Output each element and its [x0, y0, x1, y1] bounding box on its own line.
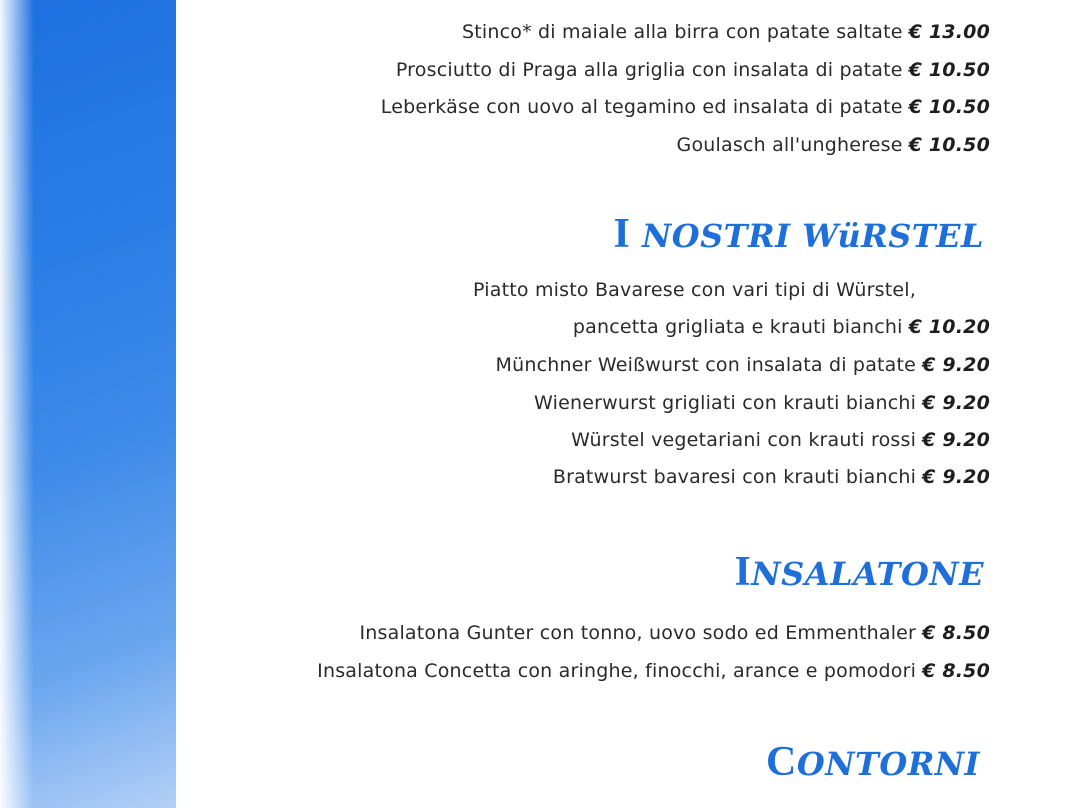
item-price: € 10.50 — [908, 134, 990, 156]
menu-item — [573, 315, 990, 339]
heading-text: NOSTRI WüRSTEL — [630, 217, 984, 255]
heading-initial: I — [613, 211, 631, 257]
menu-item-intro — [473, 278, 916, 302]
item-name: Prosciutto di Praga alla griglia con insalata di patate — [395, 59, 903, 81]
menu-item — [396, 58, 990, 82]
item-price: € 8.50 — [922, 660, 990, 682]
section-heading-contorni — [766, 739, 980, 785]
section-heading-insalatone — [734, 549, 984, 595]
item-name: Insalatona Gunter con tonno, uovo sodo ed Emmenthaler — [359, 622, 917, 644]
menu-page — [176, 0, 992, 808]
heading-text: ONTORNI — [796, 745, 980, 783]
item-name: Insalatona Concetta con aringhe, finocchi, arance e pomodori — [317, 660, 917, 682]
item-price: € 8.50 — [922, 622, 990, 644]
menu-item — [359, 621, 990, 645]
menu-item — [534, 391, 990, 415]
menu-item — [571, 428, 990, 452]
item-name: pancetta grigliata e krauti bianchi — [572, 316, 903, 338]
menu-item — [553, 465, 990, 489]
heading-initial: C — [766, 739, 797, 785]
item-name: Würstel vegetariani con krauti rossi — [571, 429, 917, 451]
item-price: € 9.20 — [922, 354, 990, 376]
item-name: Leberkäse con uovo al tegamino ed insalata di patate — [380, 96, 903, 118]
item-name: Wienerwurst grigliati con krauti bianchi — [534, 392, 917, 414]
heading-text: NSALATONE — [751, 555, 984, 593]
item-price: € 10.50 — [908, 96, 990, 118]
menu-item — [677, 133, 990, 157]
item-name: Stinco* di maiale alla birra con patate saltate — [461, 21, 903, 43]
item-price: € 9.20 — [922, 392, 990, 414]
item-price: € 9.20 — [922, 429, 990, 451]
heading-initial: I — [734, 549, 752, 595]
menu-item — [317, 659, 990, 683]
menu-item — [496, 353, 990, 377]
menu-item — [381, 95, 990, 119]
item-price: € 9.20 — [922, 466, 990, 488]
menu-item — [462, 20, 990, 44]
item-name: Goulasch all'ungherese — [676, 134, 903, 156]
item-name: Bratwurst bavaresi con krauti bianchi — [552, 466, 917, 488]
blue-sidebar-decoration — [0, 0, 176, 808]
item-price: € 10.50 — [908, 59, 990, 81]
item-name: Münchner Weißwurst con insalata di patate — [495, 354, 917, 376]
section-heading-wurstel — [613, 211, 984, 257]
item-name: Piatto misto Bavarese con vari tipi di Würstel, — [473, 279, 916, 301]
item-price: € 13.00 — [908, 21, 990, 43]
item-price: € 10.20 — [908, 316, 990, 338]
